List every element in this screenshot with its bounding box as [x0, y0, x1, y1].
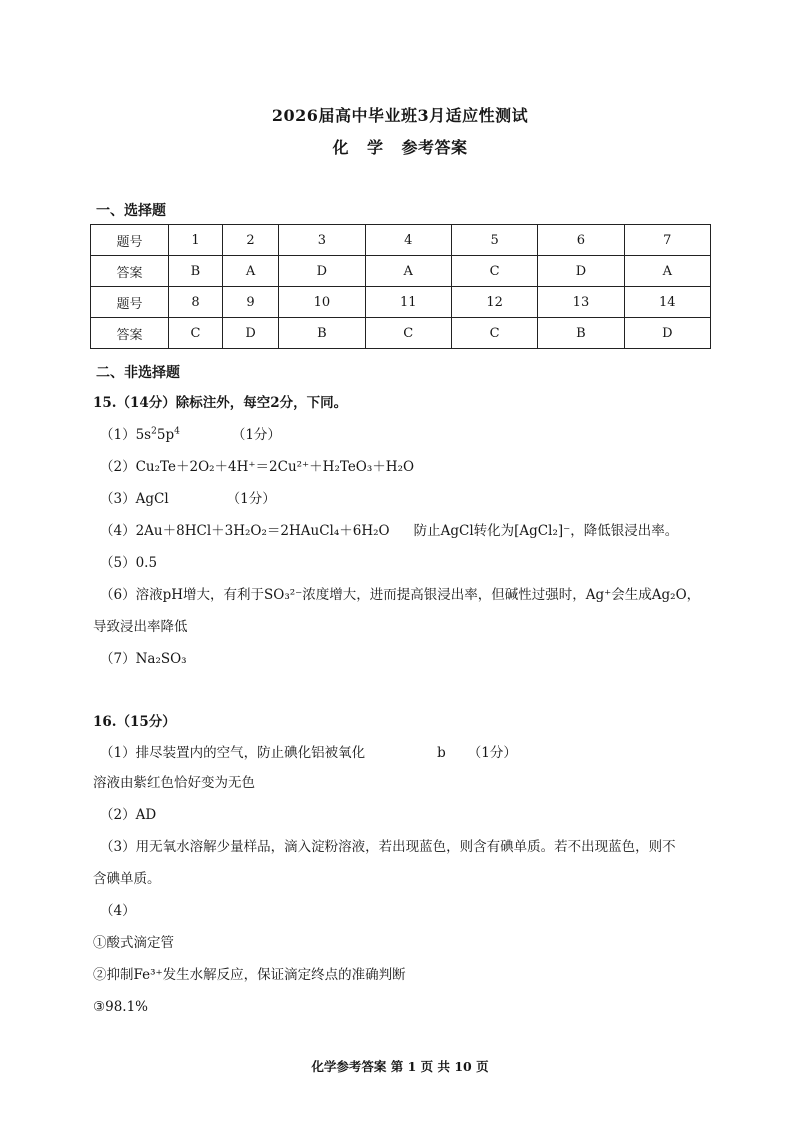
row-label: 题号	[91, 287, 169, 318]
config-part: 5s	[135, 427, 152, 443]
section-heading-choice: 一、选择题	[96, 203, 166, 219]
q15-answer-1	[100, 426, 281, 444]
table-cell: 6	[538, 225, 624, 256]
score-note: （1分）	[231, 427, 281, 443]
q16-answer-4-ii: ②抑制Fe³⁺发生水解反应，保证滴定终点的准确判断	[93, 967, 406, 983]
table-cell: A	[624, 256, 710, 287]
table-cell: 2	[222, 225, 278, 256]
q16-answer-3-cont: 含碘单质。	[93, 871, 161, 887]
table-row	[91, 287, 711, 318]
q16-answer-4	[100, 902, 136, 920]
table-cell: D	[538, 256, 624, 287]
table-cell: 3	[279, 225, 365, 256]
answer-label: （2）	[100, 459, 136, 475]
answer-equation: 2Au＋8HCl＋3H₂O₂＝2HAuCl₄＋6H₂O	[135, 523, 390, 539]
table-cell: B	[279, 318, 365, 349]
q15-answer-6	[100, 586, 700, 604]
q15-answer-2	[100, 458, 414, 476]
table-cell: D	[279, 256, 365, 287]
q16-answer-4-iii: ③98.1%	[93, 999, 148, 1015]
answer-note: 防止AgCl转化为[AgCl₂]⁻，降低银浸出率。	[413, 523, 679, 539]
answer-text: 溶液pH增大，有利于SO₃²⁻浓度增大，进而提高银浸出率，但碱性过强时，Ag⁺会生成Ag₂O，	[135, 587, 701, 603]
exam-subtitle	[0, 135, 800, 158]
q15-answer-6-cont: 导致浸出率降低	[93, 619, 188, 635]
answer-label: （3）	[100, 839, 136, 855]
table-cell: 4	[365, 225, 451, 256]
config-part: 5p	[156, 427, 175, 443]
answer-text: 0.5	[135, 555, 158, 571]
answer-text: AD	[135, 807, 157, 823]
table-cell: C	[169, 318, 223, 349]
table-cell: A	[365, 256, 451, 287]
q16-answer-3	[100, 838, 676, 856]
row-label: 题号	[91, 225, 169, 256]
exam-title: 2026届高中毕业班3月适应性测试	[271, 106, 529, 125]
answer-label: （2）	[100, 807, 136, 823]
table-cell: D	[624, 318, 710, 349]
answer-text: 排尽装置内的空气，防止碘化铝被氧化	[135, 745, 366, 761]
q16-answer-4-i: ①酸式滴定管	[93, 935, 174, 951]
q15-header: 15.（14分）除标注外，每空2分，下同。	[93, 395, 348, 411]
table-cell: 14	[624, 287, 710, 318]
q15-answer-3	[100, 490, 276, 508]
row-label: 答案	[91, 256, 169, 287]
answer-label: （7）	[100, 651, 136, 667]
answer-text: AgCl	[135, 491, 169, 507]
table-cell: A	[222, 256, 278, 287]
table-cell: 9	[222, 287, 278, 318]
answer-text: Na₂SO₃	[135, 651, 187, 667]
table-cell: 11	[365, 287, 451, 318]
table-cell: 13	[538, 287, 624, 318]
q15-answer-4	[100, 522, 678, 540]
subtitle-word: 化	[332, 138, 349, 157]
answer-label: （1）	[100, 427, 136, 443]
electron-config	[136, 427, 180, 443]
table-cell: C	[451, 256, 537, 287]
q15-answer-5	[100, 554, 157, 572]
answer-choice: b	[437, 745, 446, 761]
row-label: 答案	[91, 318, 169, 349]
section-heading-nonchoice: 二、非选择题	[96, 365, 180, 381]
q16-answer-2	[100, 806, 156, 824]
table-cell: C	[365, 318, 451, 349]
subtitle-word: 学	[366, 138, 384, 157]
score-note: （1分）	[226, 491, 276, 507]
table-cell: B	[538, 318, 624, 349]
table-cell: C	[451, 318, 537, 349]
table-cell: 8	[169, 287, 223, 318]
answer-table	[90, 224, 711, 349]
answer-label: （4）	[100, 903, 136, 919]
q16-header: 16.（15分）	[93, 714, 176, 730]
score-note: （1分）	[467, 745, 517, 761]
answer-text: Cu₂Te＋2O₂＋4H⁺＝2Cu²⁺＋H₂TeO₃＋H₂O	[135, 459, 415, 475]
answer-label: （4）	[100, 523, 136, 539]
answer-text: 用无氧水溶解少量样品，滴入淀粉溶液，若出现蓝色，则含有碘单质。若不出现蓝色，则不	[135, 839, 676, 855]
table-cell: B	[169, 256, 223, 287]
answer-label: （5）	[100, 555, 136, 571]
config-sup: 2	[151, 426, 157, 437]
table-cell: 10	[279, 287, 365, 318]
q15-answer-7	[100, 650, 187, 668]
table-cell: 1	[169, 225, 223, 256]
answer-label: （6）	[100, 587, 136, 603]
config-sup: 4	[174, 426, 180, 437]
table-cell: 5	[451, 225, 537, 256]
page-footer: 化学参考答案 第 1 页 共 10 页	[311, 1059, 489, 1074]
table-row	[91, 318, 711, 349]
table-row	[91, 256, 711, 287]
table-cell: 12	[451, 287, 537, 318]
answer-label: （1）	[100, 745, 136, 761]
table-cell: 7	[624, 225, 710, 256]
q16-answer-1	[100, 744, 517, 762]
table-row	[91, 225, 711, 256]
answer-label: （3）	[100, 491, 136, 507]
subtitle-word: 参考答案	[401, 138, 468, 157]
q16-answer-1-cont: 溶液由紫红色恰好变为无色	[93, 775, 255, 791]
table-cell: D	[222, 318, 278, 349]
